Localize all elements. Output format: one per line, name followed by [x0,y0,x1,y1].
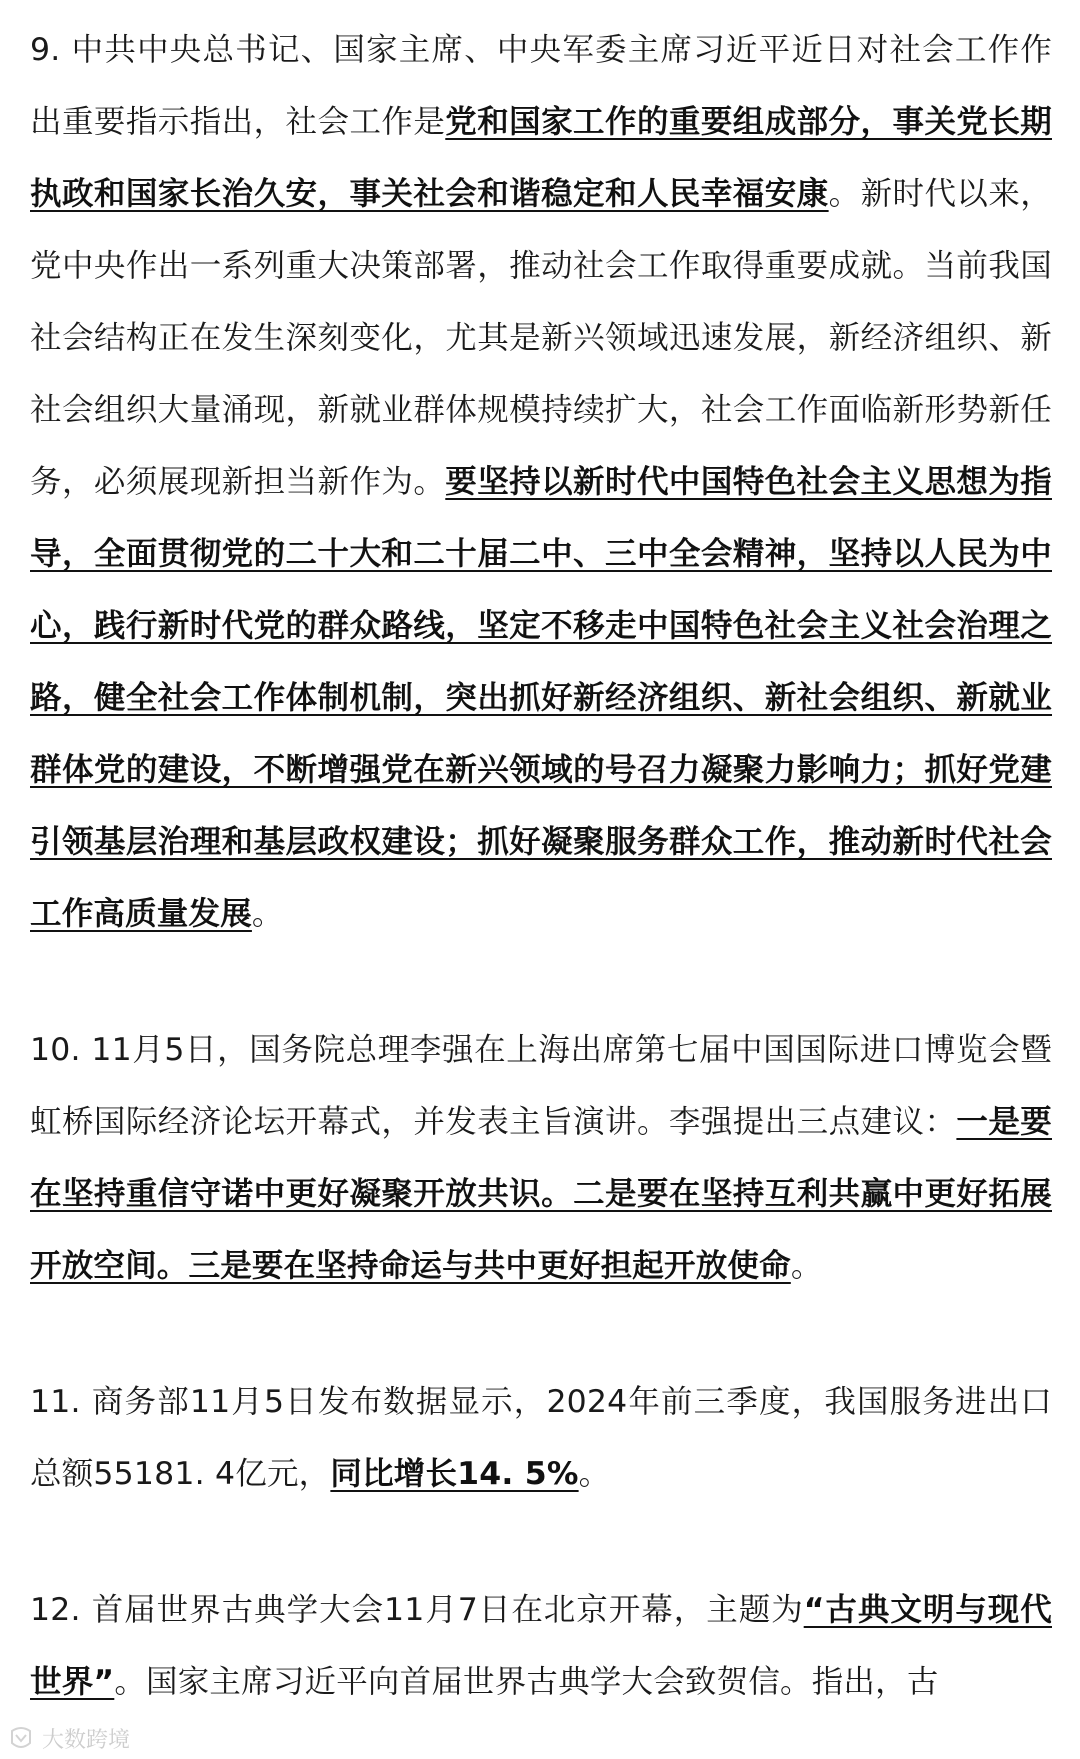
watermark-text: 大数跨境 [42,1727,131,1753]
logo-mark-icon [6,1723,36,1753]
item-10-text-1: 10. 11月5日，国务院总理李强在上海出席第七届中国国际进口博览会暨虹桥国际经济论坛开幕式，并发表主旨演讲。李强提出三点建议： [30,1032,1052,1140]
news-item-11 [30,1366,1052,1510]
item-9-text-2: 。新时代以来，党中央作出一系列重大决策部署，推动社会工作取得重要成就。当前我国社会结构正在发生深刻变化，尤其是新兴领域迅速发展，新经济组织、新社会组织大量涌现，新就业群体规模持续扩大，社会工作面临新形势新任务，必须展现新担当新作为。 [30,176,1052,500]
news-item-9 [30,0,1052,950]
item-11-text-1: 11. 商务部11月5日发布数据显示，2024年前三季度，我国服务进出口总额55181. 4亿元， [30,1384,1052,1492]
item-9-text-1: 9. 中共中央总书记、国家主席、中央军委主席习近平近日对社会工作作出重要指示指出，社会工作是 [30,32,1052,140]
item-9-text-3: 。 [251,896,284,932]
item-12-text-1: 12. 首届世界古典学大会11月7日在北京开幕，主题为 [30,1592,804,1628]
item-12-text-2: 。国家主席习近平向首届世界古典学大会致贺信。指出，古 [114,1664,939,1700]
news-item-10 [30,1014,1052,1302]
item-11-emphasis-1: 同比增长14. 5% [330,1456,579,1492]
item-9-emphasis-1: 党和国家工作的重要组成部分，事关党长期执政和国家长治久安，事关社会和谐稳定和人民幸福安康 [30,104,1052,212]
news-item-12 [30,1574,1052,1718]
item-10-text-2: 。 [790,1248,823,1284]
item-9-emphasis-2: 要坚持以新时代中国特色社会主义思想为指导，全面贯彻党的二十大和二十届二中、三中全会精神，坚持以人民为中心，践行新时代党的群众路线，坚定不移走中国特色社会主义社会治理之路，健全社会工作体制机制，突出抓好新经济组织、新社会组织、新就业群体党的建设，不断增强党在新兴领域的号召力凝聚力影响力；抓好党建引领基层治理和基层政权建设；抓好凝聚服务群众工作，推动新时代社会工作高质量发展 [30,464,1052,932]
item-10-emphasis-1: 一是要在坚持重信守诺中更好凝聚开放共识。二是要在坚持互利共赢中更好拓展开放空间。三是要在坚持命运与共中更好担起开放使命 [30,1104,1052,1284]
item-11-text-2: 。 [578,1456,611,1492]
item-12-emphasis-1: “古典文明与现代世界” [30,1592,1052,1700]
watermark [6,1722,130,1754]
article-body [30,0,1052,1718]
